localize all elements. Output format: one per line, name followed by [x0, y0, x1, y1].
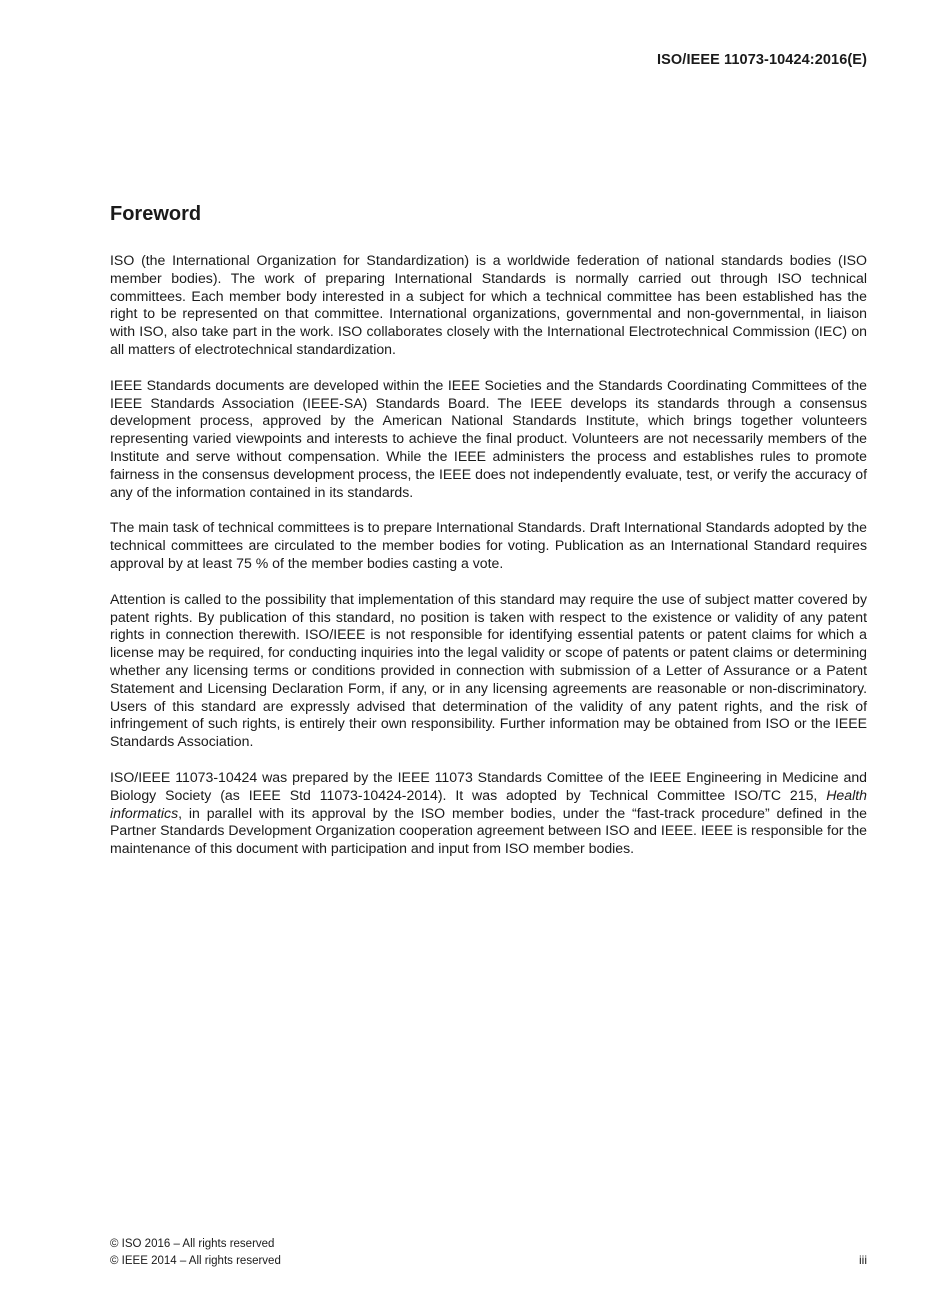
copyright-ieee: © IEEE 2014 – All rights reserved — [110, 1255, 281, 1267]
paragraph-preparation-italic-title: Health informatics — [110, 786, 867, 821]
paragraph-iso-federation: ISO (the International Organization for Standardization) is a worldwide federation of national standards bodies (ISO member bodies). The work of preparing International Standards is normally carried out through ISO technical committees. Each member body interested in a subject for which a technical committee has been established has the right to be represented on that committee. International organizations, governmental and non-governmental, in liaison with ISO, also take part in the work. ISO collaborates closely with the International Electrotechnical Commission (IEC) on all matters of electrotechnical standardization. — [110, 252, 867, 357]
body-text — [110, 252, 867, 876]
section-heading: Foreword — [110, 203, 202, 225]
footer-copyright — [110, 1236, 281, 1270]
paragraph-ieee-standards: IEEE Standards documents are developed within the IEEE Societies and the Standards Coordinating Committees of the IEEE Standards Association (IEEE-SA) Standards Board. The IEEE develops its standards through a consensus development process, approved by the American National Standards Institute, which brings together volunteers representing varied viewpoints and interests to achieve the final product. Volunteers are not necessarily members of the Institute and serve without compensation. While the IEEE administers the process and establishes rules to promote fairness in the consensus development process, the IEEE does not independently evaluate, test, or verify the accuracy of any of the information contained in its standards. — [110, 376, 867, 500]
copyright-iso: © ISO 2016 – All rights reserved — [110, 1238, 275, 1250]
paragraph-technical-committees: The main task of technical committees is to prepare International Standards. Draft International Standards adopted by the technical committees are circulated to the member bodies for voting. Publication as an International Standard requires approval by at least 75 % of the member bodies casting a vote. — [110, 519, 867, 571]
paragraph-preparation — [110, 769, 867, 858]
paragraph-preparation-text-start: ISO/IEEE 11073-10424 was prepared by the IEEE 11073 Standards Comittee of the IEEE Engineering in Medicine and Biology Society (as IEEE Std 11073-10424-2014). It was adopted by Technical Committee ISO/TC 215, — [110, 768, 867, 803]
paragraph-patent-rights: Attention is called to the possibility that implementation of this standard may require the use of subject matter covered by patent rights. By publication of this standard, no position is taken with respect to the existence or validity of any patent rights in connection therewith. ISO/IEEE is not responsible for identifying essential patents or patent claims for which a license may be required, for conducting inquiries into the legal validity or scope of patents or patent claims or determining whether any licensing terms or conditions provided in connection with submission of a Letter of Assurance or a Patent Statement and Licensing Declaration Form, if any, or in any licensing agreements are reasonable or non-discriminatory. Users of this standard are expressly advised that determination of the validity of any patent rights, and the risk of infringement of such rights, is entirely their own responsibility. Further information may be obtained from ISO or the IEEE Standards Association. — [110, 590, 867, 750]
page-number: iii — [859, 1253, 867, 1267]
document-identifier: ISO/IEEE 11073-10424:2016(E) — [657, 52, 867, 68]
paragraph-preparation-text-end: , in parallel with its approval by the ISO member bodies, under the “fast-track procedure” defined in the Partner Standards Development Organization cooperation agreement between ISO and IEEE. IEEE is responsible for the maintenance of this document with participation and input from ISO member bodies. — [110, 804, 867, 857]
